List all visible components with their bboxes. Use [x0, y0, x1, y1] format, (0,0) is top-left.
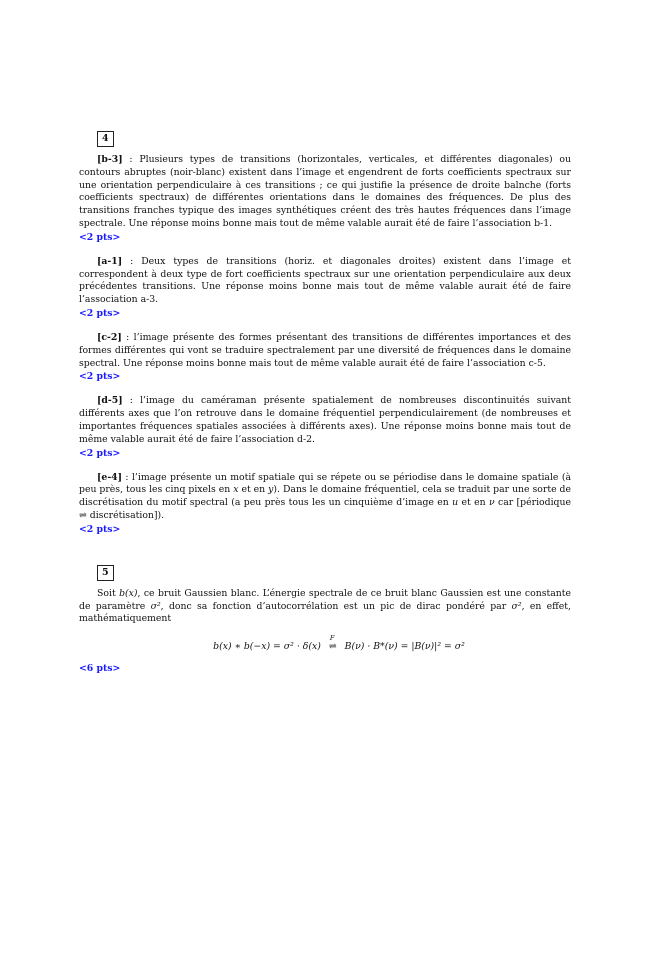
fourier-arrows: ⇌ [328, 641, 337, 653]
answer-tag: [e-4] [97, 471, 123, 483]
answer-text: : Plusieurs types de transitions (horizontales, verticales, et différentes diagonales) ou contours abruptes (noir-blanc) existent dans l’image et engendrent de forts coefficients spectraux sur une orientation perpendiculaire à ces transitions ; ce qui justifie la présence de droite balnche (forts coefficients spectraux) de différentes orientations dans le domaines des fréquences. De plus des transitions franches typique des images synthétiques créent des très hautes fréquences dans l’image spectrale. Une réponse moins bonne mais tout de même valable aurait été de faire l’association b-1. [79, 154, 571, 229]
formula-right: B(ν) · B*(ν) = |B(ν)|² = σ² [344, 641, 465, 653]
fourier-pair-symbol [328, 634, 337, 654]
page-content [79, 126, 571, 687]
answer-text: : l’image présente un motif spatiale qui se répete ou se périodise dans le domaine spatiale (à peu près, tous les cinq pixels en [79, 471, 571, 496]
math-sigma2: σ² [150, 600, 161, 612]
math-u: u [452, 497, 459, 509]
answer-tag: [b-3] [97, 154, 123, 165]
points-a1: <2 pts> [79, 307, 121, 319]
points-b3: <2 pts> [79, 231, 121, 243]
autocorrelation-formula [79, 634, 571, 654]
answer-text: , ce bruit Gaussien blanc. L’énergie spectrale de ce bruit blanc Gaussien est une constante de paramètre [79, 587, 571, 612]
answer-text: : Deux types de transitions (horiz. et diagonales droites) existent dans l’image et correspondent à deux type de fort coefficients spectraux sur une orientation perpendiculaire aux deux précédentes transitions. Une réponse moins bonne mais tout de même valable aurait été de faire l’association a-3. [79, 255, 571, 306]
answer-text: car [périodique ⇌ discrétisation]). [79, 497, 571, 521]
answer-a1 [79, 256, 571, 307]
points-d5: <2 pts> [79, 447, 121, 459]
answer-text: : l’image du caméraman présente spatialement de nombreuses discontinuités suivant différents axes que l’on retrouve dans le domaine fréquentiel perpendiculairement (de nombreuses et importantes fréquences spatiales associées à différents axes). Une réponse moins bonne mais tout de même valable aurait été de faire l’association d-2. [79, 395, 571, 445]
points-5: <6 pts> [79, 663, 121, 675]
answer-b3 [79, 154, 571, 231]
answer-text: Soit [97, 587, 120, 599]
answer-c2 [79, 332, 571, 370]
answer-text: et en [458, 497, 489, 509]
formula-left: b(x) ∗ b(−x) = σ² · δ(x) [213, 641, 321, 653]
answer-e4 [79, 472, 571, 523]
answer-text: , en effet, mathématiquement [79, 600, 571, 625]
question-number-5: 5 [97, 565, 114, 581]
points-c2: <2 pts> [79, 371, 121, 383]
answer-d5 [79, 395, 571, 446]
answer-text: ). Dans le domaine fréquentiel, cela se traduit par une sorte de discrétisation du motif spectral (a peu près tous les un cinquième d’image en [79, 484, 571, 509]
math-nu: ν [488, 497, 495, 509]
math-x: x [233, 484, 239, 496]
math-sigma2: σ² [511, 600, 522, 612]
answer-text: , donc sa fonction d’autocorrélation est un pic de dirac pondéré par [160, 600, 512, 612]
answer-text: et en [238, 484, 269, 496]
answer-tag: [d-5] [97, 395, 123, 407]
fourier-label: F [329, 634, 335, 643]
math-bx: b(x) [119, 587, 138, 599]
question-number-4: 4 [97, 131, 114, 147]
answer-tag: [a-1] [97, 255, 123, 267]
answer-tag: [c-2] [97, 331, 122, 343]
math-y: y [268, 484, 274, 496]
answer-5-paragraph [79, 588, 571, 626]
answer-text: : l’image présente des formes présentant des transitions de différentes importances et des formes différentes qui vont se traduire spectralement par une diversité de fréquences dans le domaine spectral. Une réponse moins bonne mais tout de même valable aurait été de faire l’association c-5. [79, 331, 571, 369]
points-e4: <2 pts> [79, 523, 121, 535]
